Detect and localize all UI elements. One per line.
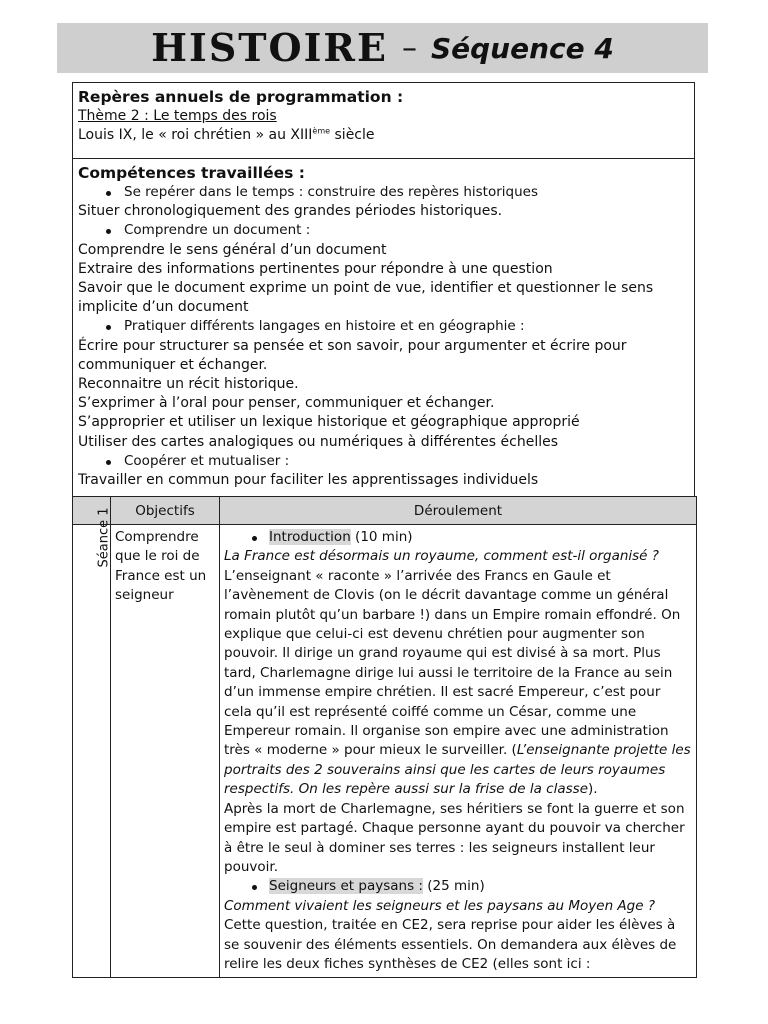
sequence-table [72,496,697,978]
header-deroulement: Déroulement [220,497,697,525]
sequence-title: Séquence 4 [430,31,614,65]
table-row [73,525,697,978]
seigneurs-paragraph: Cette question, traitée en CE2, sera reprise pour aider les élèves à se souvenir des éléments essentiels. On demandera aux élèves de relire les deux fiches synthèses de CE2 (elles sont ici : [224,917,677,972]
competence-line: S’exprimer à l’oral pour penser, communiquer et échanger. [78,395,495,412]
competence-bullet-2: Comprendre un document : [78,221,690,240]
competence-line: Utiliser des cartes analogiques ou numériques à différentes échelles [78,433,558,450]
reperes-box [72,82,695,159]
competence-line: Savoir que le document exprime un point de vue, identifier et questionner le sens implicite d’un document [78,280,654,316]
period-prefix: Louis IX, le « roi chrétien » au XIII [78,127,313,144]
competence-line: Travailler en commun pour faciliter les apprentissages individuels [78,472,539,489]
seance-cell [73,507,112,978]
competence-line: S’approprier et utiliser un lexique historique et géographique approprié [78,414,580,431]
header-objectifs: Objectifs [111,497,220,525]
competence-line: Extraire des informations pertinentes pour répondre à une question [78,260,553,277]
competence-line: Reconnaitre un récit historique. [78,376,299,393]
page-title: HISTOIRE [151,25,388,70]
intro-step [224,528,692,547]
period-line [78,126,690,145]
deroulement-cell [220,525,697,978]
competence-line: Situer chronologiquement des grandes périodes historiques. [78,203,503,220]
seigneurs-time: (25 min) [422,878,485,895]
intro-paragraph: L’enseignant « raconte » l’arrivée des Francs en Gaule et l’avènement de Clovis (on le décrit davantage comme un général romain plutôt qu’un barbare !) dans un Empire romain effondré. On explique que celui-ci est devenu chrétien pour augmenter son pouvoir. Il dirige un grand royaume qui est divisé à sa mort. Plus tard, Charlemagne dirige lui aussi le territoire de la France au sein d’un immense empire chrétien. Il est sacré Empereur, c’est pour cela qu’il est représenté coiffé comme un César, comme une Empereur romain. Il organise son empire avec une administration très « moderne » pour mieux le surveiller. (L’enseignante projette les portraits des 2 souverains ainsi que les cartes de leurs royaumes respectifs. On les repère aussi sur la frise de la classe). [224,567,691,798]
intro-paragraph-2: Après la mort de Charlemagne, ses héritiers se font la guerre et son empire est partagé. Chaque personne ayant du pouvoir va chercher à être le seul à dominer ses terres : les seigneurs installent leur pouvoir. [224,800,685,875]
objectif-cell: Comprendre que le roi de France est un seigneur [111,525,220,978]
seigneurs-label: Seigneurs et paysans : [269,878,423,895]
period-sup: ème [312,126,331,136]
reperes-heading: Repères annuels de programmation : [78,88,404,106]
seigneurs-question: Comment vivaient les seigneurs et les paysans au Moyen Age ? [224,897,655,914]
intro-label: Introduction [269,529,351,545]
theme-line: Thème 2 : Le temps des rois [78,108,277,124]
competences-box [72,158,695,497]
title-dash: – [401,30,417,66]
seance-label: Séance 1 [96,507,112,568]
intro-question: La France est désormais un royaume, comment est-il organisé ? [224,548,659,565]
intro-italic-note: L’enseignante projette les portraits des 2 souverains ainsi que les cartes de leurs royaumes respectifs. On les repère aussi sur la frise de la classe [224,742,691,798]
competence-bullet-1: Se repérer dans le temps : construire des repères historiques [78,183,690,202]
competence-line: Écrire pour structurer sa pensée et son savoir, pour argumenter et écrire pour communiquer et échanger. [78,337,627,373]
seigneurs-step [224,877,692,896]
title-banner [57,23,708,73]
period-suffix: siècle [330,127,375,144]
competence-bullet-3: Pratiquer différents langages en histoire et en géographie : [78,317,690,336]
competence-line: Comprendre le sens général d’un document [78,241,387,258]
competence-bullet-4: Coopérer et mutualiser : [78,452,690,471]
table-header-row [73,497,697,525]
intro-time: (10 min) [350,529,413,545]
competences-heading: Compétences travaillées : [78,164,305,182]
